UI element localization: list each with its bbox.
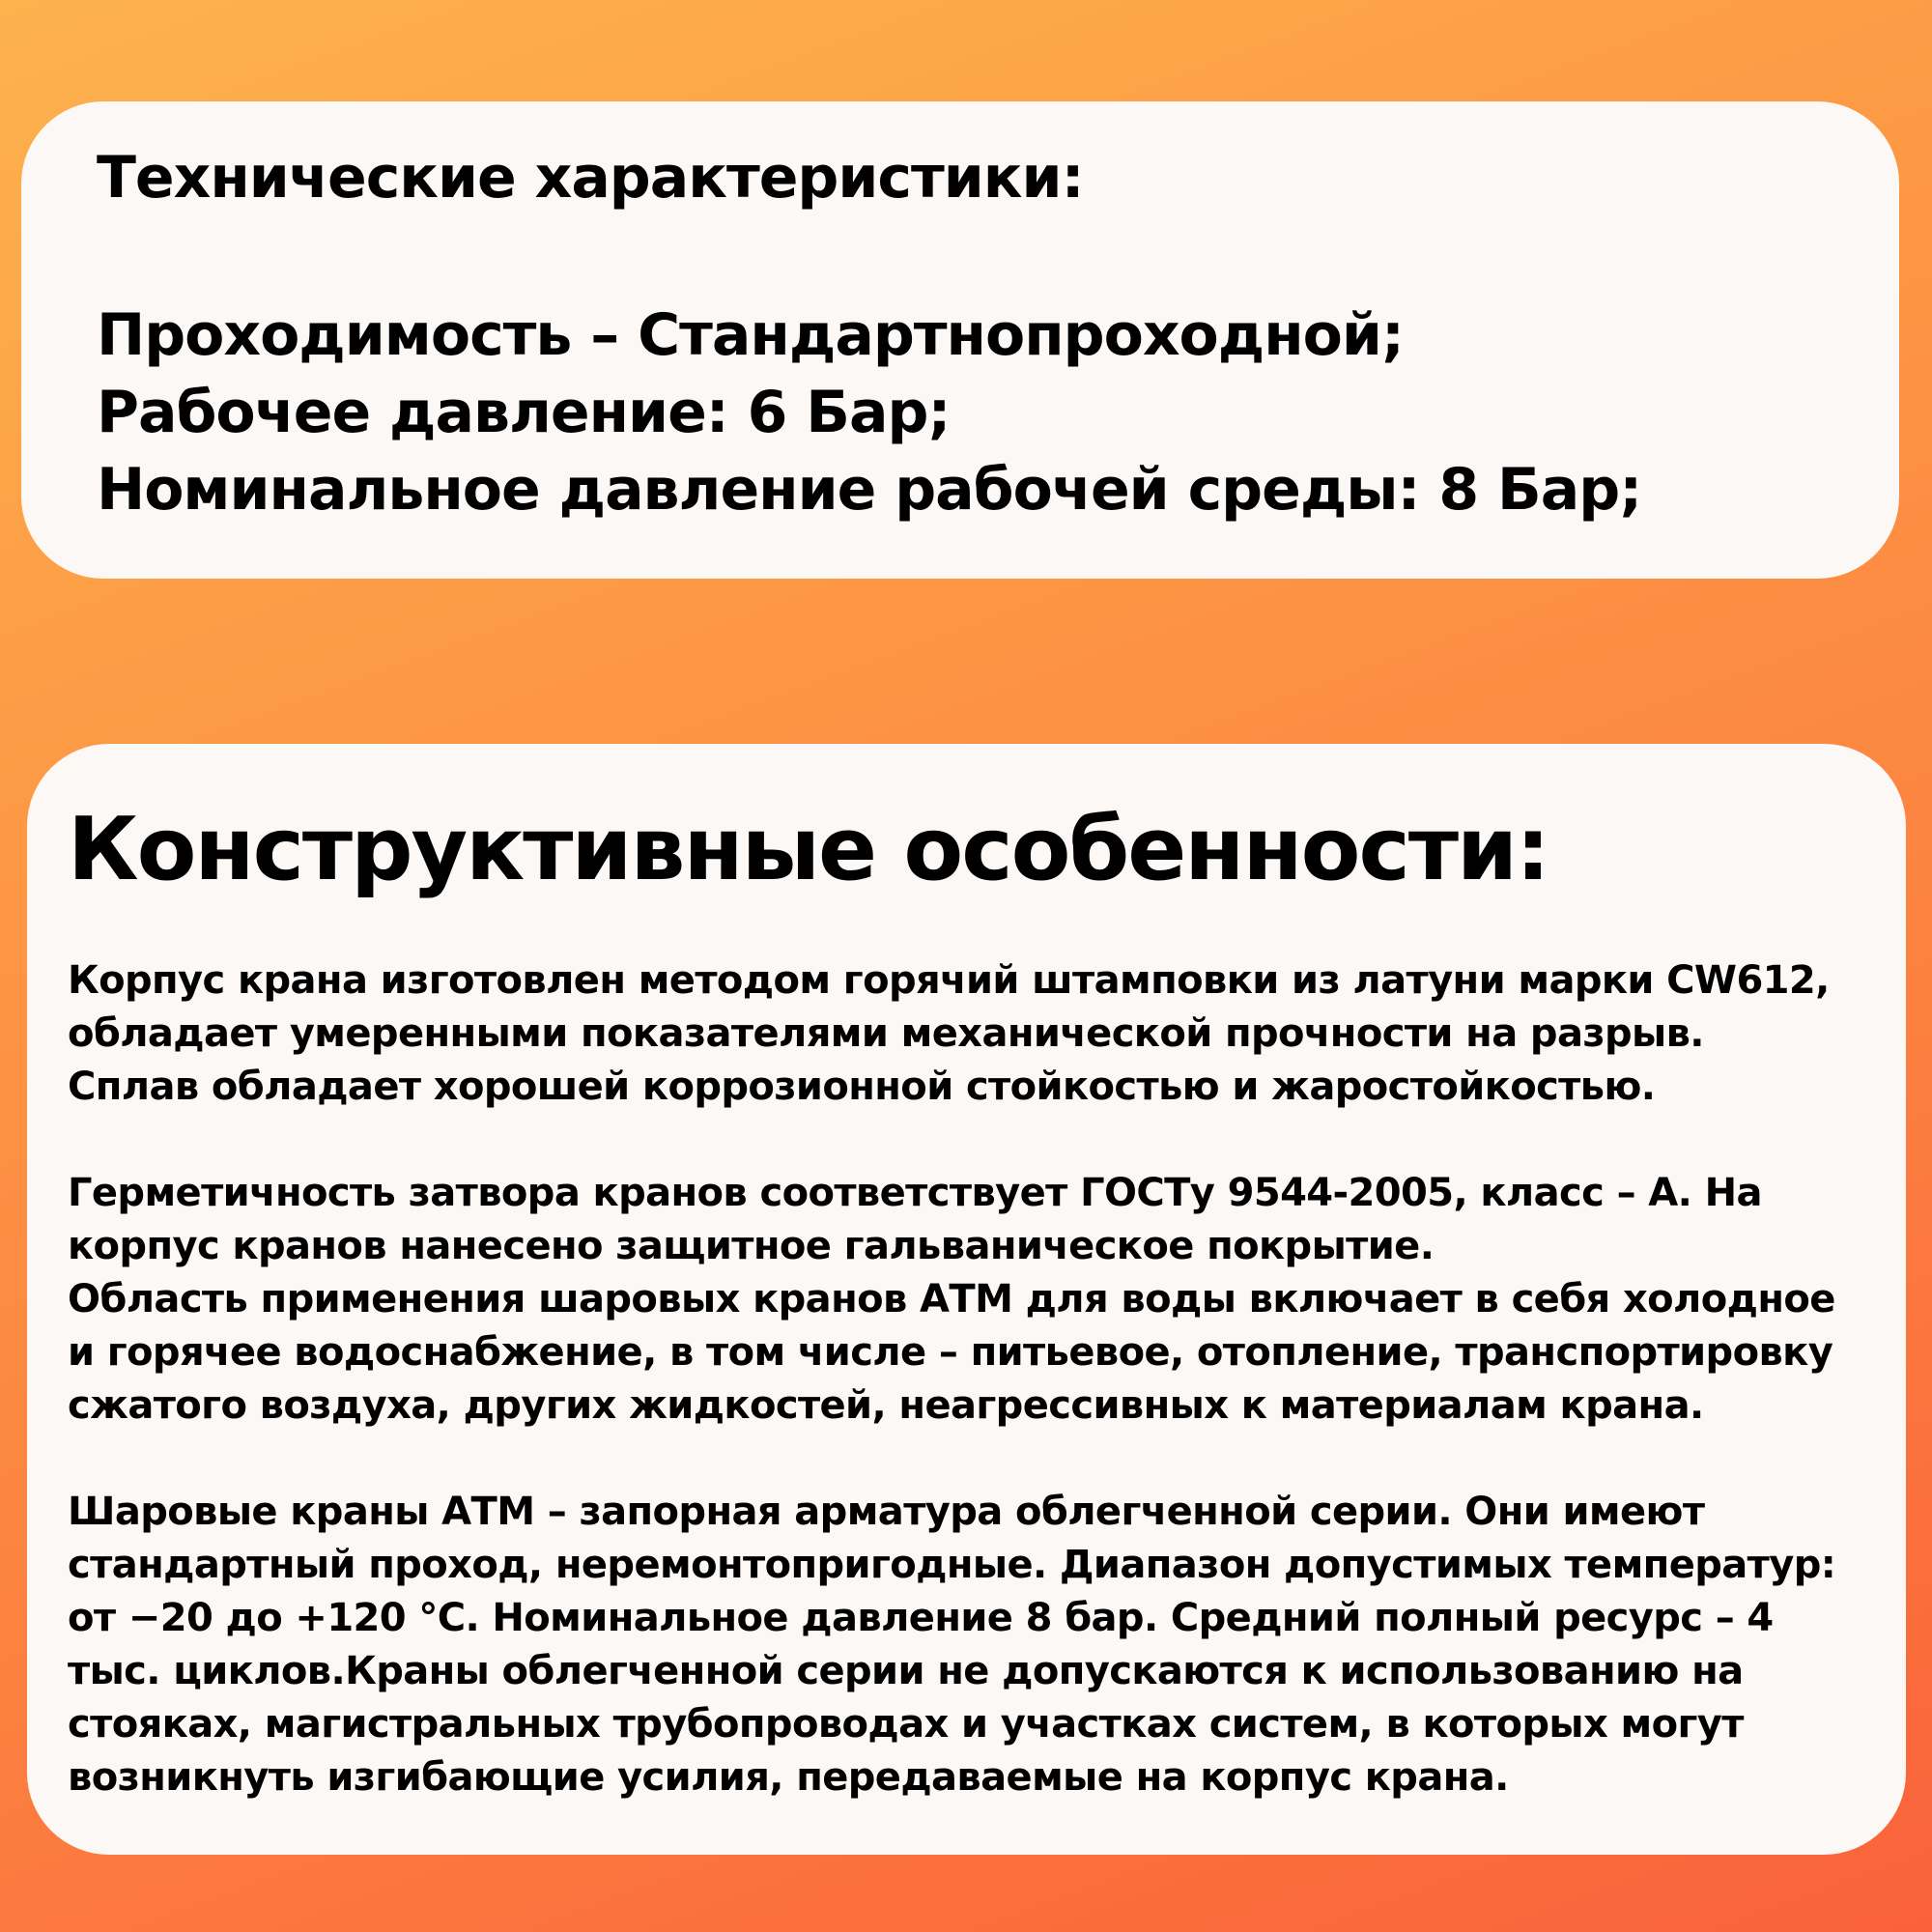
paragraph-line: и горячее водоснабжение, в том числе – питьевое, отопление, транспортировку [68, 1330, 1833, 1375]
paragraph-line: Корпус крана изготовлен методом горячий штамповки из латуни марки CW612, [68, 958, 1830, 1003]
paragraph-line: Шаровые краны АТМ – запорная арматура облегченной серии. Они имеют [68, 1490, 1705, 1534]
specs-card [21, 101, 1899, 579]
spec-line-throughput: Проходимость – Стандартнопроходной; [97, 301, 1404, 369]
paragraph-body-material [68, 954, 1867, 1114]
paragraph-line: Герметичность затвора кранов соответствует ГОСТу 9544-2005, класс – А. На [68, 1171, 1762, 1215]
spec-line-nominal-pressure: Номинальное давление рабочей среды: 8 Бар; [97, 456, 1642, 524]
spacer [68, 1433, 1867, 1486]
paragraph-line: стандартный проход, неремонтопригодные. Диапазон допустимых температур: [68, 1543, 1836, 1587]
paragraph-tightness-application [68, 1167, 1867, 1433]
design-card [27, 744, 1906, 1855]
paragraph-line: обладает умеренными показателями механической прочности на разрыв. [68, 1011, 1704, 1056]
paragraph-line: возникнуть изгибающие усилия, передаваемые на корпус крана. [68, 1755, 1509, 1800]
design-title: Конструктивные особенности: [68, 799, 1549, 900]
paragraph-series-limits [68, 1486, 1867, 1804]
paragraph-line: сжатого воздуха, других жидкостей, неагрессивных к материалам крана. [68, 1383, 1704, 1428]
paragraph-line: Область применения шаровых кранов АТМ для воды включает в себя холодное [68, 1277, 1835, 1321]
paragraph-line: стояках, магистральных трубопроводах и участках систем, в которых могут [68, 1702, 1744, 1747]
paragraph-line: от −20 до +120 °С. Номинальное давление 8 бар. Средний полный ресурс – 4 [68, 1596, 1774, 1640]
paragraph-line: корпус кранов нанесено защитное гальваническое покрытие. [68, 1224, 1435, 1268]
paragraph-line: тыс. циклов.Краны облегченной серии не допускаются к использованию на [68, 1649, 1744, 1693]
spacer [68, 1114, 1867, 1167]
specs-title: Технические характеристики: [97, 144, 1084, 212]
paragraph-line: Сплав обладает хорошей коррозионной стойкостью и жаростойкостью. [68, 1065, 1656, 1109]
spacer [97, 217, 1841, 297]
spec-line-working-pressure: Рабочее давление: 6 Бар; [97, 379, 951, 446]
